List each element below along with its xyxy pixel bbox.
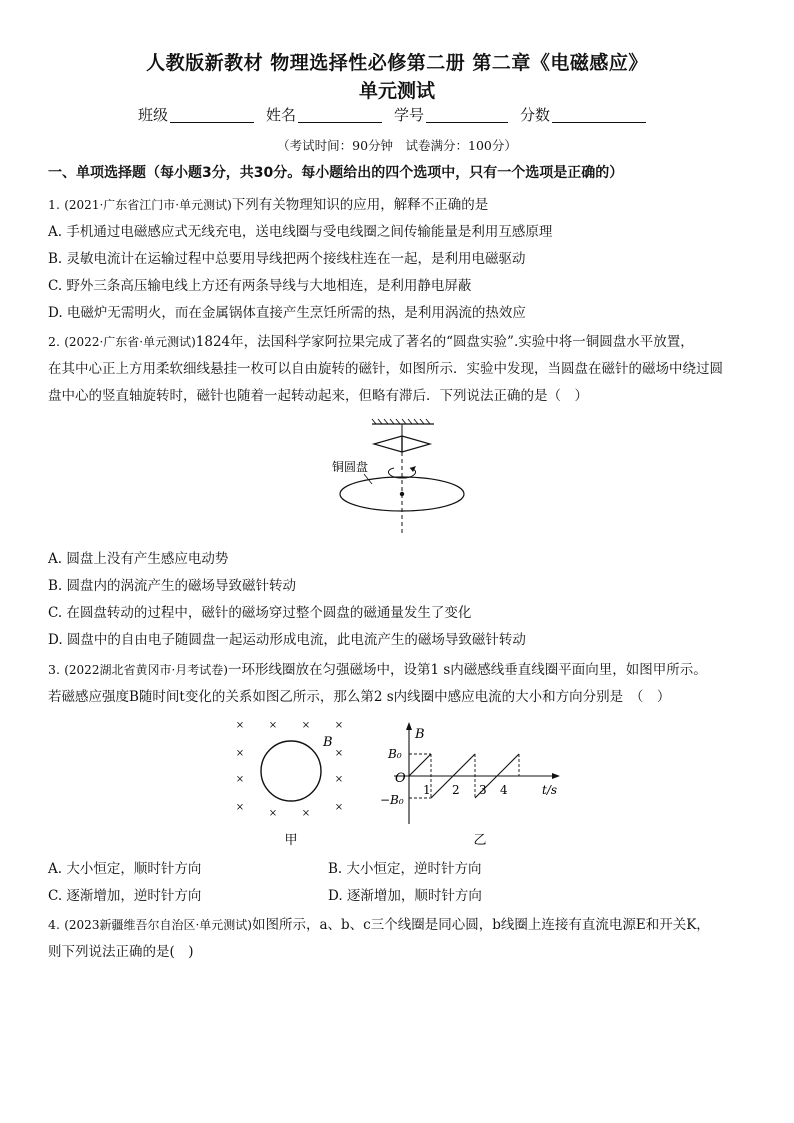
question-number: 3. [48, 662, 60, 677]
question-number: 4. [48, 917, 60, 932]
question-1-option-b[interactable]: B. 灵敏电流计在运输过程中总要用导线把两个接线柱连在一起，是利用电磁驱动 [48, 251, 526, 267]
question-3-option-d[interactable]: D. 逐渐增加，顺时针方向 [328, 888, 482, 904]
graph-tick-1: 1 [423, 783, 431, 797]
student-id-label: 学号 [394, 106, 425, 124]
svg-text:×: × [268, 720, 278, 731]
question-text: 一环形线圈放在匀强磁场中，设第1 s内磁感线垂直线圈平面向里，如图甲所示。 [227, 662, 707, 678]
graph-axis-t: t/s [542, 783, 558, 797]
question-source: (2022·广东省·单元测试) [64, 335, 196, 349]
question-text: 1824年，法国科学家阿拉果完成了著名的“圆盘实验”.实验中将一铜圆盘水平放置， [195, 334, 694, 350]
question-2-option-b[interactable]: B. 圆盘内的涡流产生的磁场导致磁针转动 [48, 578, 297, 594]
question-2-option-c[interactable]: C. 在圆盘转动的过程中，磁针的磁场穿过整个圆盘的磁通量发生了变化 [48, 605, 472, 621]
svg-text:×: × [301, 720, 311, 731]
field-label-b: B [323, 735, 333, 750]
graph-neg-b0: −B₀ [380, 793, 404, 807]
question-4-stem-line2: 则下列说法正确的是( ) [48, 944, 194, 960]
question-2-option-d[interactable]: D. 圆盘中的自由电子随圆盘一起运动形成电流，此电流产生的磁场导致磁针转动 [48, 632, 526, 648]
question-2-stem [48, 330, 694, 350]
svg-text:×: × [334, 720, 344, 731]
copper-disk-figure [322, 418, 472, 538]
question-2-stem-line2: 在其中心正上方用柔软细线悬挂一枚可以自由旋转的磁针，如图所示．实验中发现，当圆盘在磁针的磁场中绕过圆 [48, 361, 723, 377]
question-text: 下列有关物理知识的应用，解释不正确的是 [231, 197, 489, 213]
svg-text:×: × [235, 774, 245, 785]
question-text: 如图所示，a、b、c三个线圈是同心圆，b线圈上连接有直流电源E和开关K， [251, 917, 710, 933]
question-2-option-a[interactable]: A. 圆盘上没有产生感应电动势 [48, 551, 229, 567]
student-info-fields [138, 104, 658, 125]
question-1-option-c[interactable]: C. 野外三条高压输电线上方还有两条导线与大地相连，是利用静电屏蔽 [48, 278, 472, 294]
exam-info: （考试时间：90分钟 试卷满分：100分） [277, 138, 517, 153]
b-t-graph [364, 720, 574, 852]
question-number: 1. [48, 197, 60, 212]
question-1-option-a[interactable]: A. 手机通过电磁感应式无线充电，送电线圈与受电线圈之间传输能量是利用互感原理 [48, 224, 553, 240]
name-label: 姓名 [266, 106, 297, 124]
exam-title: 人教版新教材 物理选择性必修第二册 第二章《电磁感应》 [146, 52, 648, 74]
ring-coil [261, 741, 321, 801]
svg-text:×: × [301, 808, 311, 819]
question-2-stem-line3: 盘中心的竖直轴旋转时，磁针也随着一起转动起来，但略有滞后．下列说法正确的是（ ） [48, 388, 588, 404]
figure-caption-jia: 甲 [284, 833, 298, 848]
graph-axis-b: B [415, 727, 425, 742]
graph-tick-3: 3 [479, 783, 487, 797]
question-source: (2023新疆维吾尔自治区·单元测试) [64, 918, 252, 932]
svg-text:×: × [235, 748, 245, 759]
score-blank[interactable] [552, 106, 646, 123]
question-3-option-c[interactable]: C. 逐渐增加，逆时针方向 [48, 888, 202, 904]
graph-tick-2: 2 [452, 783, 460, 797]
class-blank[interactable] [170, 106, 254, 123]
copper-disk-label: 铜圆盘 [332, 460, 369, 474]
question-3-option-b[interactable]: B. 大小恒定，逆时针方向 [328, 861, 482, 877]
figure-caption-yi: 乙 [473, 833, 487, 848]
score-label: 分数 [520, 106, 551, 124]
question-3-stem [48, 658, 707, 678]
question-4-stem [48, 913, 710, 933]
graph-tick-4: 4 [500, 783, 508, 797]
question-1-stem [48, 193, 488, 213]
coil-in-field-figure [228, 714, 358, 852]
exam-subtitle: 单元测试 [358, 80, 435, 102]
student-id-blank[interactable] [426, 106, 508, 123]
name-blank[interactable] [298, 106, 382, 123]
question-1-option-d[interactable]: D. 电磁炉无需明火，而在金属锅体直接产生烹饪所需的热，是利用涡流的热效应 [48, 305, 526, 321]
svg-text:×: × [334, 774, 344, 785]
question-3-stem-line2: 若磁感应强度B随时间t变化的关系如图乙所示，那么第2 s内线圈中感应电流的大小和方向分别是 （ ） [48, 689, 671, 705]
section-heading: 一、单项选择题（每小题3分，共30分。每小题给出的四个选项中，只有一个选项是正确的） [48, 165, 624, 181]
question-source: (2022湖北省黄冈市·月考试卷) [64, 663, 228, 677]
graph-origin: O [395, 771, 406, 786]
svg-text:×: × [334, 748, 344, 759]
question-3-option-a[interactable]: A. 大小恒定，顺时针方向 [48, 861, 202, 877]
class-label: 班级 [138, 106, 169, 124]
svg-text:×: × [235, 802, 245, 813]
svg-text:×: × [268, 808, 278, 819]
question-number: 2. [48, 334, 60, 349]
svg-text:×: × [235, 720, 245, 731]
svg-text:×: × [334, 802, 344, 813]
graph-b0: B₀ [388, 747, 402, 761]
question-source: (2021·广东省江门市·单元测试) [64, 198, 232, 212]
